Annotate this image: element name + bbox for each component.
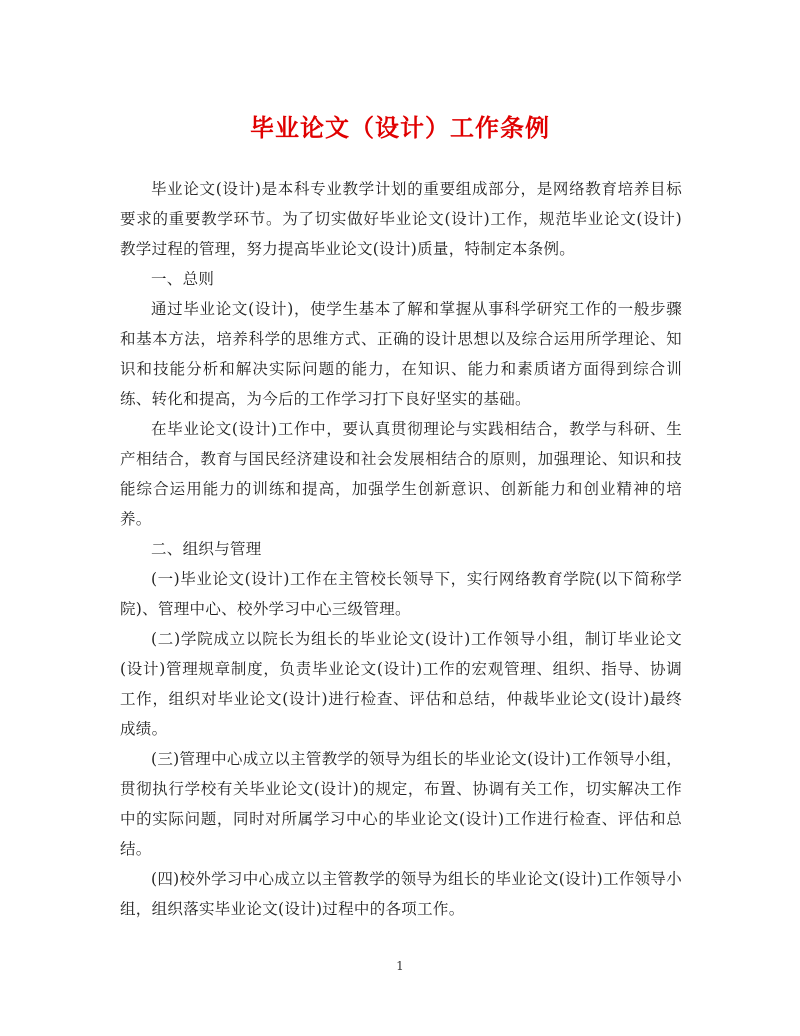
- document-body: [120, 174, 682, 924]
- organization-item-4: (四)校外学习中心成立以主管教学的领导为组长的毕业论文(设计)工作领导小组，组织落实毕业论文(设计)过程中的各项工作。: [120, 870, 682, 918]
- document-title: 毕业论文（设计）工作条例: [250, 113, 550, 142]
- organization-item-3: (三)管理中心成立以主管教学的领导为组长的毕业论文(设计)工作领导小组，贯彻执行学校有关毕业论文(设计)的规定，布置、协调有关工作，切实解决工作中的实际问题，同时对所属学习中心的毕业论文(设计)工作进行检查、评估和总结。: [120, 750, 682, 858]
- general-paragraph-2: 在毕业论文(设计)工作中，要认真贯彻理论与实践相结合，教学与科研、生产相结合，教育与国民经济建设和社会发展相结合的原则，加强理论、知识和技能综合运用能力的训练和提高，加强学生创新意识、创新能力和创业精神的培养。: [120, 420, 682, 528]
- page-number: 1: [396, 959, 404, 973]
- intro-paragraph: 毕业论文(设计)是本科专业教学计划的重要组成部分，是网络教育培养目标要求的重要教学环节。为了切实做好毕业论文(设计)工作，规范毕业论文(设计)教学过程的管理，努力提高毕业论文(设计)质量，特制定本条例。: [120, 180, 682, 258]
- section-heading-general: 一、总则: [151, 270, 215, 288]
- section-heading-organization: 二、组织与管理: [151, 540, 262, 558]
- organization-item-1: (一)毕业论文(设计)工作在主管校长领导下，实行网络教育学院(以下简称学院)、管理中心、校外学习中心三级管理。: [120, 570, 682, 618]
- general-paragraph-1: 通过毕业论文(设计)，使学生基本了解和掌握从事科学研究工作的一般步骤和基本方法，培养科学的思维方式、正确的设计思想以及综合运用所学理论、知识和技能分析和解决实际问题的能力，在知识、能力和素质诸方面得到综合训练、转化和提高，为今后的工作学习打下良好坚实的基础。: [120, 300, 682, 408]
- organization-item-2: (二)学院成立以院长为组长的毕业论文(设计)工作领导小组，制订毕业论文(设计)管理规章制度，负责毕业论文(设计)工作的宏观管理、组织、指导、协调工作，组织对毕业论文(设计)进行检查、评估和总结，仲裁毕业论文(设计)最终成绩。: [120, 630, 682, 738]
